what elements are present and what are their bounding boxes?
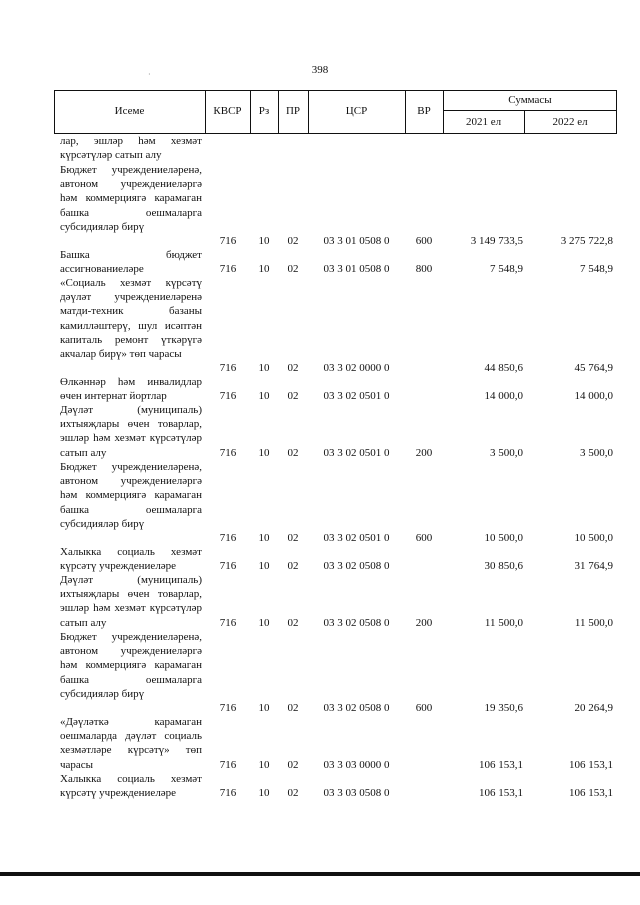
row-pr: 02 — [287, 617, 299, 629]
row-vr: 800 — [415, 263, 433, 275]
row-name: Халыкка социаль хезмәт күрсәтү учреждениеләре — [60, 773, 202, 800]
row-sum-2022: 45 764,9 — [574, 362, 613, 374]
row-name: Халыкка социаль хезмәт күрсәтү учреждениеләре — [60, 546, 202, 573]
row-pr: 02 — [287, 759, 299, 771]
row-sum-2022: 20 264,9 — [574, 702, 613, 714]
header-kvsr: КВСР — [213, 105, 242, 117]
row-kvsr: 716 — [219, 235, 237, 247]
row-pr: 02 — [287, 362, 299, 374]
scan-edge — [0, 872, 640, 876]
row-pr: 02 — [287, 235, 299, 247]
row-name: лар, эшләр һәм хезмәт күрсәтүләр сатып алу — [60, 135, 202, 162]
row-csr: 03 3 02 0501 0 — [323, 390, 390, 402]
row-sum-2021: 3 149 733,5 — [470, 235, 523, 247]
row-sum-2022: 14 000,0 — [574, 390, 613, 402]
row-kvsr: 716 — [219, 532, 237, 544]
row-name: Дәүләт (муниципаль) ихтыяҗлары өчен товарлар, эшләр һәм хезмәт күрсәтүләр сатып алу — [60, 574, 202, 629]
row-sum-2022: 106 153,1 — [569, 787, 613, 799]
row-name: Дәүләт (муниципаль) ихтыяҗлары өчен товарлар, эшләр һәм хезмәт күрсәтүләр сатып алу — [60, 404, 202, 459]
row-rz: 10 — [258, 560, 270, 572]
row-sum-2021: 10 500,0 — [484, 532, 523, 544]
row-csr: 03 3 02 0508 0 — [323, 617, 390, 629]
header-rz: Рз — [258, 105, 270, 117]
row-rz: 10 — [258, 362, 270, 374]
row-sum-2022: 10 500,0 — [574, 532, 613, 544]
table-header — [54, 90, 617, 134]
row-kvsr: 716 — [219, 787, 237, 799]
row-rz: 10 — [258, 447, 270, 459]
row-rz: 10 — [258, 702, 270, 714]
row-kvsr: 716 — [219, 362, 237, 374]
row-kvsr: 716 — [219, 617, 237, 629]
row-pr: 02 — [287, 390, 299, 402]
header-vr: ВР — [417, 105, 431, 117]
row-sum-2021: 7 548,9 — [490, 263, 523, 275]
row-rz: 10 — [258, 759, 270, 771]
row-sum-2022: 11 500,0 — [574, 617, 613, 629]
row-pr: 02 — [287, 447, 299, 459]
row-sum-2021: 30 850,6 — [484, 560, 523, 572]
row-sum-2022: 106 153,1 — [569, 759, 613, 771]
row-name: Өлкәннәр һәм инвалидлар өчен интернат йортлар — [60, 376, 202, 403]
row-csr: 03 3 01 0508 0 — [323, 263, 390, 275]
row-sum-2021: 44 850,6 — [484, 362, 523, 374]
row-kvsr: 716 — [219, 702, 237, 714]
scan-mark: · — [148, 70, 151, 79]
row-csr: 03 3 02 0508 0 — [323, 702, 390, 714]
row-name: Бюджет учреждениеләренә, автоном учреждениеләргә һәм коммерциягә карамаган башка оешмаларга субсидияләр бирү — [60, 461, 202, 530]
row-pr: 02 — [287, 532, 299, 544]
row-sum-2022: 3 275 722,8 — [560, 235, 613, 247]
header-2021: 2021 ел — [465, 116, 502, 128]
header-csr: ЦСР — [345, 105, 368, 117]
row-csr: 03 3 01 0508 0 — [323, 235, 390, 247]
header-pr: ПР — [285, 105, 301, 117]
row-pr: 02 — [287, 787, 299, 799]
row-kvsr: 716 — [219, 759, 237, 771]
row-rz: 10 — [258, 263, 270, 275]
row-sum-2021: 14 000,0 — [484, 390, 523, 402]
row-csr: 03 3 02 0508 0 — [323, 560, 390, 572]
row-name: «Дәүләткә карамаган оешмаларда дәүләт социаль хезмәтләре күрсәтү» төп чарасы — [60, 716, 202, 771]
row-sum-2021: 106 153,1 — [479, 759, 523, 771]
row-csr: 03 3 03 0508 0 — [323, 787, 390, 799]
header-2022: 2022 ел — [552, 116, 588, 128]
row-sum-2022: 31 764,9 — [574, 560, 613, 572]
row-sum-2022: 3 500,0 — [580, 447, 613, 459]
row-sum-2021: 3 500,0 — [490, 447, 523, 459]
row-csr: 03 3 02 0000 0 — [323, 362, 390, 374]
row-name: «Социаль хезмәт күрсәтү дәүләт учреждениеләренә матди-техник базаны камилләштерү, шул исәптән капиталь ремонт үткәрүгә акчалар бирү» төп чарасы — [60, 277, 202, 361]
row-vr: 600 — [415, 702, 433, 714]
page-number: 398 — [311, 64, 329, 76]
row-vr: 200 — [415, 447, 433, 459]
row-vr: 600 — [415, 235, 433, 247]
header-name: Исеме — [114, 105, 145, 117]
row-sum-2022: 7 548,9 — [580, 263, 613, 275]
header-sums: Суммасы — [508, 94, 552, 106]
row-vr: 600 — [415, 532, 433, 544]
row-rz: 10 — [258, 532, 270, 544]
row-rz: 10 — [258, 617, 270, 629]
row-name: Бюджет учреждениеләренә, автоном учреждениеләргә һәм коммерциягә карамаган башка оешмаларга субсидияләр бирү — [60, 631, 202, 700]
row-pr: 02 — [287, 702, 299, 714]
row-pr: 02 — [287, 560, 299, 572]
row-kvsr: 716 — [219, 263, 237, 275]
row-csr: 03 3 02 0501 0 — [323, 532, 390, 544]
row-sum-2021: 11 500,0 — [484, 617, 523, 629]
row-pr: 02 — [287, 263, 299, 275]
row-sum-2021: 106 153,1 — [479, 787, 523, 799]
row-kvsr: 716 — [219, 447, 237, 459]
row-rz: 10 — [258, 787, 270, 799]
row-sum-2021: 19 350,6 — [484, 702, 523, 714]
row-kvsr: 716 — [219, 560, 237, 572]
row-name: Бюджет учреждениеләренә, автоном учреждениеләргә һәм коммерциягә карамаган башка оешмаларга субсидияләр бирү — [60, 164, 202, 233]
row-rz: 10 — [258, 390, 270, 402]
row-name: Башка бюджет ассигнованиеләре — [60, 249, 202, 276]
row-csr: 03 3 02 0501 0 — [323, 447, 390, 459]
row-kvsr: 716 — [219, 390, 237, 402]
row-csr: 03 3 03 0000 0 — [323, 759, 390, 771]
row-rz: 10 — [258, 235, 270, 247]
row-vr: 200 — [415, 617, 433, 629]
